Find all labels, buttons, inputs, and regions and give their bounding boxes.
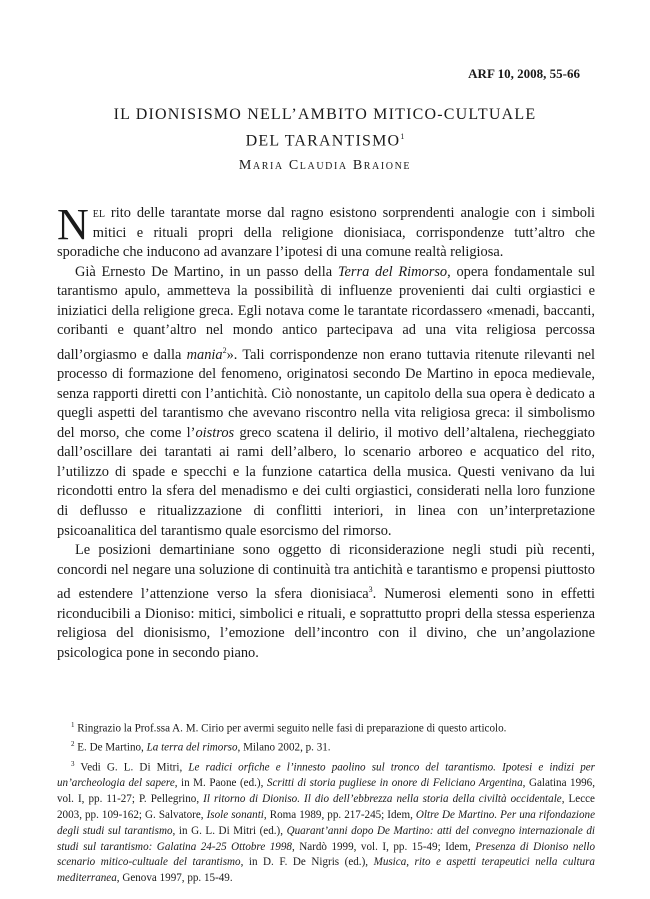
text-run: , opera fondamentale sul tarantismo apulo, ammetteva la possibilità di influenze provenienti dai culti orgiastici e iniziatici della religione greca. Egli notava come le tarantate ricordassero «menadi, baccanti, coribanti e quant’altro nel mondo antico partecipava ad una vita religiosa percossa dall’orgiasmo e dalla (57, 263, 595, 363)
drop-cap-lead: el (92, 205, 105, 221)
footnote-1 (57, 718, 595, 737)
footnote-text: , in M. Paone (ed.), (174, 777, 267, 790)
italic-run: Isole sonanti (206, 809, 264, 822)
footnote-2 (57, 737, 595, 756)
text-run: ». Tali corrispondenze non erano tuttavia ritenute rilevanti nel processo di formazione del fenomeno, originatosi secondo De Martino in epoca medievale, senza rapporti diretti con l’antichità. Ciò nonostante, un capitolo della sua opera è dedicato a quegli aspetti del tarantismo che avevano riscontro nella vita religiosa greca: il simbolismo del morso, che come l’ (57, 346, 595, 441)
text-run: Già Ernesto De Martino, in un passo della (75, 263, 338, 280)
footnote-text: , Lecce 2003, pp. 109-162; G. Salvatore, (57, 793, 595, 822)
footnote-number: 1 (71, 721, 75, 729)
paragraph-3 (57, 541, 595, 663)
footnote-text: , Roma 1989, pp. 217-245; Idem, (263, 809, 416, 822)
footnote-3 (57, 757, 595, 887)
italic-run: La terra del rimorso (146, 742, 238, 755)
article-title (40, 104, 610, 152)
drop-cap: N (57, 200, 89, 249)
footnote-text: , Galatina 1996, vol. I, pp. 11-27; P. Pellegrino, (57, 777, 596, 806)
footnote-text: Ringrazio la Prof.ssa A. M. Cirio per avermi seguito nelle fasi di preparazione di questo articolo. (74, 722, 507, 735)
footnote-text: E. De Martino, (74, 742, 147, 755)
italic-run: Musica, rito e aspetti terapeutici nella cultura mediterranea (57, 856, 595, 885)
text-run: greco scatena il delirio, il motivo dell’altalena, riecheggiato dall’oscillare dei tarantati ai rami dell’albero, lo scenario arboreo e acquatico del rito, l’utilizzo di spade e specchi e la funzione catartica della musica. Questi venivano da lui ricondotti entro la sfera del menadismo e dei culti orgiastici, considerati nella loro funzione di deflusso e ritualizzazione di conflitti interiori, in linea con un’interpretazione psicoanalitica del tarantismo quale esorcismo del rimorso. (57, 424, 595, 539)
title-footnote-ref[interactable]: 1 (400, 132, 405, 141)
title-line-1: IL DIONISISMO NELL’AMBITO MITICO-CULTUALE (113, 106, 537, 123)
footnote-number: 2 (71, 740, 75, 749)
italic-run: Quarant’anni dopo De Martino: atti del convegno internazionale di studi sul tarantismo: Galatina 24-25 Ottobre 1998 (57, 824, 595, 853)
paragraph-1-text: rito delle tarantate morse dal ragno esistono sorprendenti analogie con i simboli mitici e rituali propri della religione dionisiaca, corrispondenze tutt’altro che sporadiche che inducono ad avanzare l’ipotesi di una comune realtà religiosa. (57, 205, 595, 261)
italic-run: Scritti di storia pugliese in onore di Feliciano Argentina (266, 777, 523, 790)
italic-run: Le radici orfiche e l’innesto paolino sul tronco del tarantismo. Ipotesi e indizi per un’archeologia del sapere (57, 761, 595, 790)
italic-run: oistros (195, 424, 235, 441)
footnote-text: , Milano 2002, p. 31. (237, 742, 331, 755)
italic-run: Terra del Rimorso (337, 263, 448, 280)
footnote-text: Vedi G. L. Di Mitri, (74, 761, 189, 774)
footnote-ref-2[interactable]: 2 (222, 345, 227, 355)
paragraph-2 (57, 263, 595, 541)
footnote-ref-3[interactable]: 3 (368, 585, 373, 595)
article-body (57, 200, 595, 663)
italic-run: Il ritorno di Dioniso. Il dio dell’ebbrezza nella storia della civiltà occidentale (203, 793, 562, 806)
footnote-number: 3 (71, 759, 75, 768)
footnote-text: , in D. F. De Nigris (ed.), (240, 856, 374, 869)
footnote-text: , Genova 1997, pp. 15-49. (116, 872, 233, 885)
title-line-2: DEL TARANTISMO (245, 132, 401, 150)
footnotes (57, 718, 595, 887)
italic-run: Presenza di Dioniso nello scenario mitico-cultuale del tarantismo (57, 840, 595, 869)
journal-reference: ARF 10, 2008, 55-66 (468, 66, 580, 81)
footnote-text: , Nardò 1999, vol. I, pp. 15-49; Idem, (291, 840, 476, 853)
text-run: Le posizioni demartiniane sono oggetto di riconsiderazione negli studi più recenti, concordi nel negare una soluzione di continuità tra antichità e tarantismo e propensi piuttosto ad estendere l’attenzione verso la sfera dionisiaca (57, 542, 595, 602)
footnote-text: , in G. L. Di Mitri (ed.), (172, 824, 287, 837)
text-run: . Numerosi elementi sono in effetti riconducibili a Dioniso: mitici, simbolici e rituali, e soprattutto propri della stessa esperienza religiosa del dionisismo, l’emozione dell’incontro con il divino, che un’angolazione psicologica pone in secondo piano. (57, 585, 595, 661)
author-name: Maria Claudia Braione (238, 158, 412, 173)
italic-run: Oltre De Martino. Per una rifondazione degli studi sul tarantismo (57, 809, 595, 837)
italic-run: mania (186, 346, 223, 363)
paragraph-1 (57, 200, 595, 263)
